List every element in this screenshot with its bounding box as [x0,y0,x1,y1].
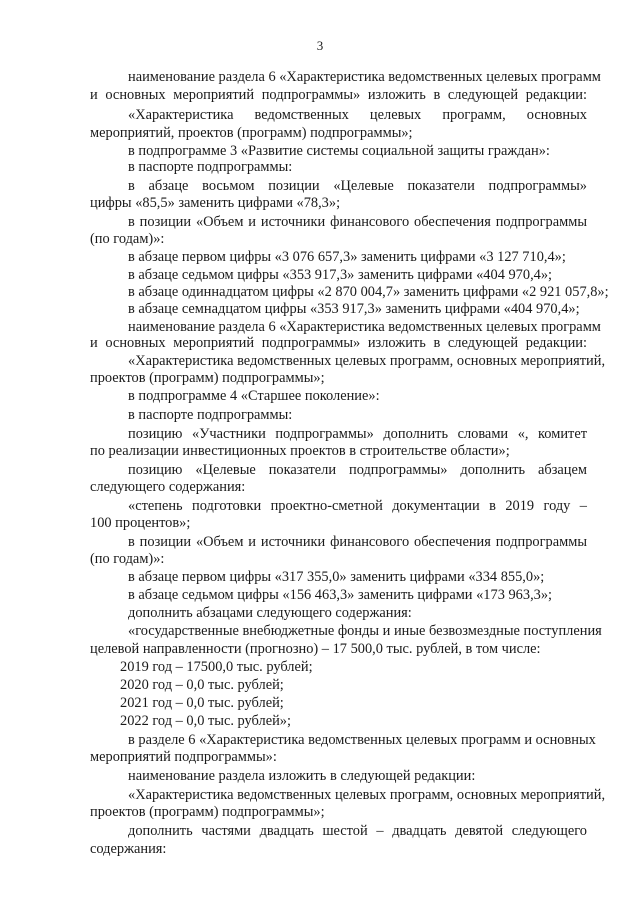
text-line: по реализации инвестиционных проектов в строительстве области»; [90,443,510,459]
text-line: мероприятий, проектов (программ) подпрограммы»; [90,125,413,141]
text-line: в подпрограмме 4 «Старшее поколение»: [128,388,380,404]
text-line: 2022 год – 0,0 тыс. рублей»; [120,713,291,729]
text-line: «Характеристика ведомственных целевых программ, основных мероприятий, [128,787,606,803]
text-line: в абзаце семнадцатом цифры «353 917,3» заменить цифрами «404 970,4»; [128,301,580,317]
text-line: в подпрограмме 3 «Развитие системы социальной защиты граждан»: [128,143,550,159]
text-line: 2020 год – 0,0 тыс. рублей; [120,677,284,693]
text-line: в разделе 6 «Характеристика ведомственных целевых программ и основных [128,732,596,748]
text-line: проектов (программ) подпрограммы»; [90,804,325,820]
text-line: «степень подготовки проектно-сметной документации в 2019 году – [128,498,587,514]
text-line: в абзаце седьмом цифры «156 463,3» заменить цифрами «173 963,3»; [128,587,553,603]
text-line: в абзаце одиннадцатом цифры «2 870 004,7» заменить цифрами «2 921 057,8»; [128,284,609,300]
text-line: и основных мероприятий подпрограммы» изложить в следующей редакции: [90,87,587,103]
text-line: в абзаце седьмом цифры «353 917,3» заменить цифрами «404 970,4»; [128,267,553,283]
text-line: наименование раздела 6 «Характеристика ведомственных целевых программ [128,319,601,335]
text-line: (по годам)»: [90,551,165,567]
text-line: мероприятий подпрограммы»: [90,749,277,765]
text-line: в паспорте подпрограммы: [128,159,293,175]
text-line: (по годам)»: [90,231,165,247]
text-line: целевой направленности (прогнозно) – 17 500,0 тыс. рублей, в том числе: [90,641,541,657]
text-line: 2019 год – 17500,0 тыс. рублей; [120,659,313,675]
text-line: в паспорте подпрограммы: [128,407,293,423]
text-line: и основных мероприятий подпрограммы» изложить в следующей редакции: [90,335,587,351]
text-line: дополнить абзацами следующего содержания: [128,605,412,621]
text-line: «Характеристика ведомственных целевых программ, основных [128,107,587,123]
text-line: наименование раздела изложить в следующей редакции: [128,768,476,784]
text-line: содержания: [90,841,167,857]
text-line: в позиции «Объем и источники финансового обеспечения подпрограммы [128,534,587,550]
text-line: «государственные внебюджетные фонды и иные безвозмездные поступления [128,623,602,639]
text-line: цифры «85,5» заменить цифрами «78,3»; [90,195,341,211]
text-line: в абзаце первом цифры «3 076 657,3» заменить цифрами «3 127 710,4»; [128,249,566,265]
text-line: следующего содержания: [90,479,246,495]
text-line: «Характеристика ведомственных целевых программ, основных мероприятий, [128,353,606,369]
text-line: позицию «Участники подпрограммы» дополнить словами «, комитет [128,426,587,442]
text-line: дополнить частями двадцать шестой – двадцать девятой следующего [128,823,587,839]
text-line: проектов (программ) подпрограммы»; [90,370,325,386]
text-line: 2021 год – 0,0 тыс. рублей; [120,695,284,711]
text-line: в абзаце первом цифры «317 355,0» заменить цифрами «334 855,0»; [128,569,545,585]
text-line: позицию «Целевые показатели подпрограммы» дополнить абзацем [128,462,587,478]
page-number: 3 [316,38,324,53]
text-line: в позиции «Объем и источники финансового обеспечения подпрограммы [128,214,587,230]
text-line: наименование раздела 6 «Характеристика ведомственных целевых программ [128,69,601,85]
text-line: 100 процентов»; [90,515,191,531]
text-line: в абзаце восьмом позиции «Целевые показатели подпрограммы» [128,178,587,194]
